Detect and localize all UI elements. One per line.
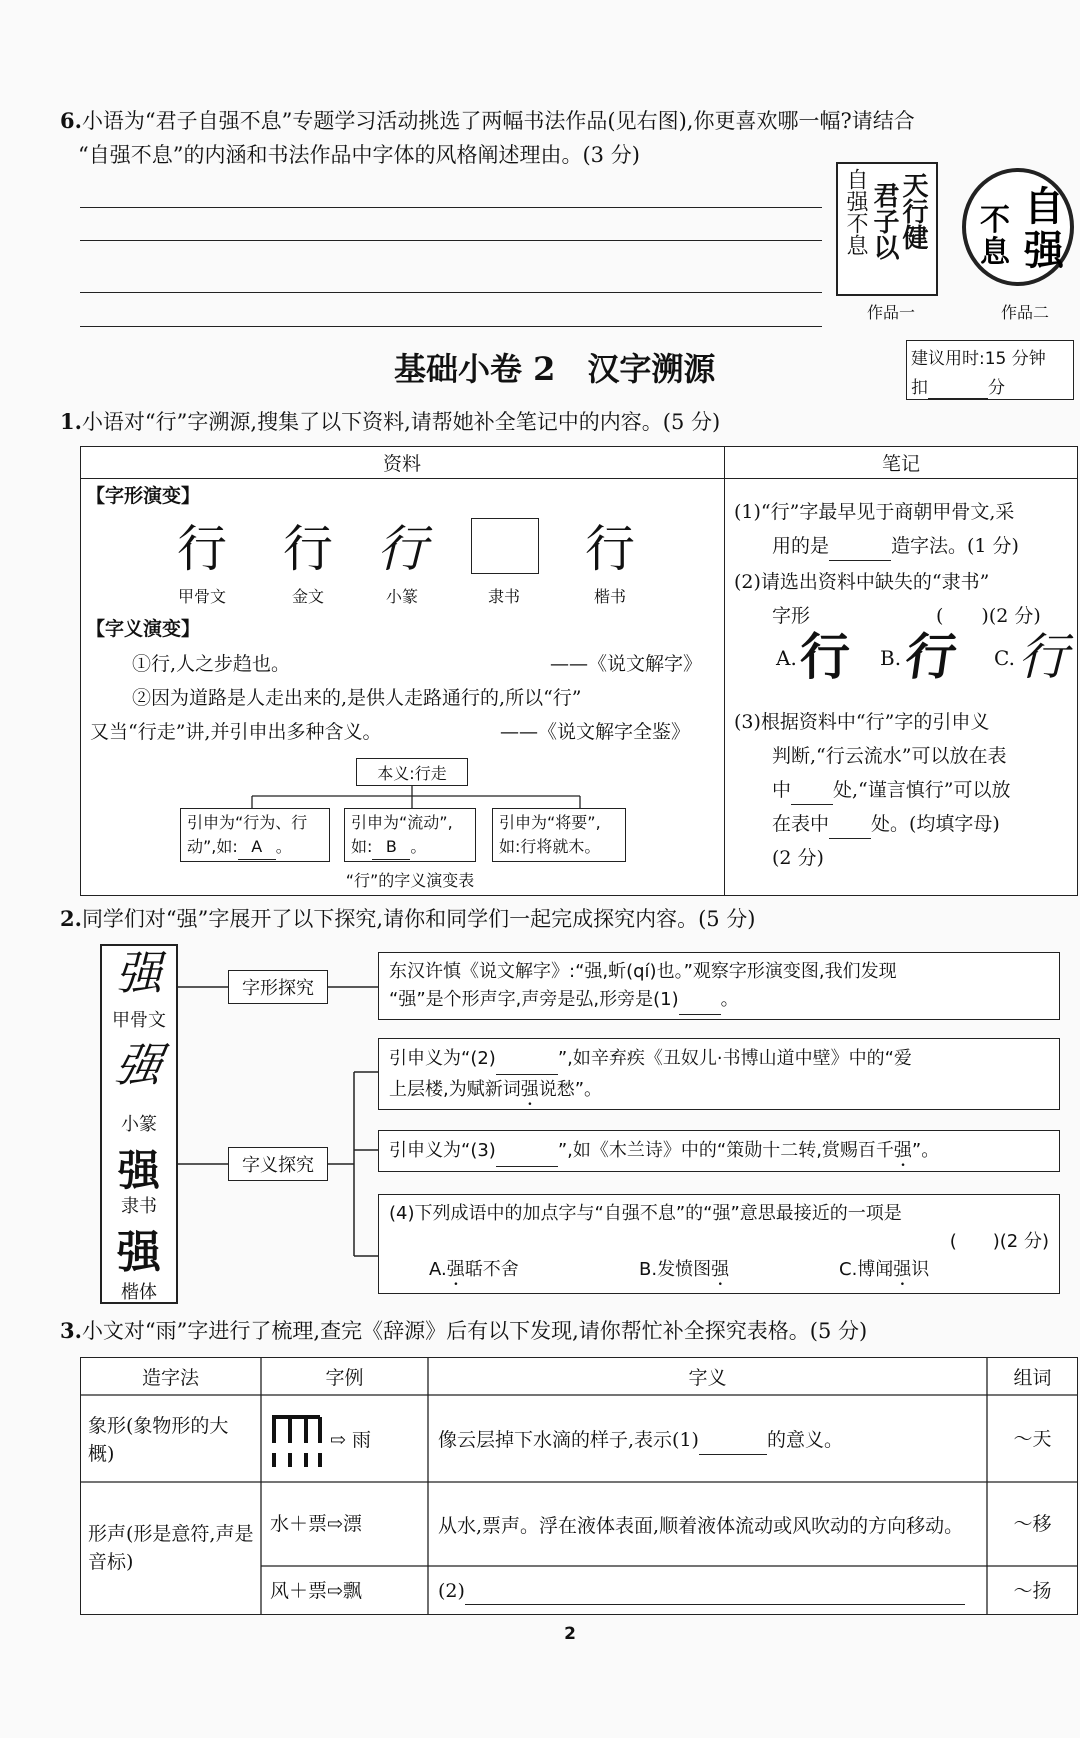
q3-row2-method: 形声(形是意符,声是音标): [88, 1523, 254, 1573]
q6-line1: [60, 106, 1070, 136]
q3-row3-example: 风＋票⇨飘: [270, 1579, 362, 1602]
time-score-box: [906, 340, 1074, 400]
note-2-paren[interactable]: ( )(2 分): [936, 605, 1041, 627]
note-3f: 处。(均填字母): [871, 813, 1000, 835]
q3-row2-example: 水＋票⇨漂: [270, 1513, 362, 1535]
q3-prompt: [60, 1316, 867, 1346]
note-1c: 造字法。(1 分): [891, 535, 1019, 557]
qiang-clerical-glyph: 强: [117, 1146, 160, 1195]
section-title: 基础小卷 2 汉字溯源: [394, 350, 716, 388]
meaning-heading: 【字义演变】: [86, 618, 201, 640]
tree-branch-c: 引申为“将要”,如:行将就木。: [492, 808, 626, 862]
svg-text:不: 不: [980, 203, 1010, 238]
score-line: [911, 373, 1005, 399]
q3-header-word: 组词: [1013, 1366, 1052, 1389]
q1-header-material: 资料: [382, 452, 421, 475]
note-1a: (1)“行”字最早见于商朝甲骨文,采: [734, 501, 1015, 523]
note-3c: 中: [772, 779, 792, 801]
tree-caption: “行”的字义演变表: [345, 871, 475, 890]
form-exploration-label: 字形探究: [228, 970, 328, 1004]
work2-caption: 作品二: [1000, 303, 1049, 322]
q2-blank-2[interactable]: [496, 1044, 558, 1075]
meaning-2b: 又当“行走”讲,并引申出多种含义。: [90, 721, 382, 743]
tree-a-text: 引申为“行为、行动”,如:: [187, 813, 308, 856]
glyph-regular: 行: [585, 520, 635, 578]
q2-option-c[interactable]: C.博闻强识: [839, 1259, 930, 1280]
q2-option-a[interactable]: A.强聒不舍: [429, 1259, 519, 1280]
q2-box2-line2: 上层楼,为赋新词强说愁”。: [389, 1079, 603, 1100]
qiang-oracle-label: 甲骨文: [112, 1010, 166, 1031]
q3-text: 小文对“雨”字进行了梳理,查完《辞源》后有以下发现,请你帮忙补全探究表格。(5 分): [81, 1319, 868, 1343]
option-c-label: C.: [994, 646, 1015, 670]
qiang-oracle-glyph: 强: [116, 946, 162, 1000]
q1-text: 小语对“行”字溯源,搜集了以下资料,请帮她补全笔记中的内容。(5 分): [81, 410, 721, 434]
tree-branch-b: 引申为“流动”,如: B 。: [344, 808, 476, 862]
q6-text1: 小语为“君子自强不息”专题学习活动挑选了两幅书法作品(见右图),你更喜欢哪一幅?请结合: [81, 109, 915, 133]
q3-blank-1[interactable]: [699, 1426, 767, 1455]
tree-connectors: [180, 786, 640, 808]
note-3d: 处,“谨言慎行”可以放: [833, 779, 1011, 801]
answer-line-1[interactable]: [80, 207, 822, 208]
calligraphy-work-2: [962, 168, 1074, 286]
tree-a-blank[interactable]: A: [238, 835, 276, 860]
note-3a: (3)根据资料中“行”字的引申义: [734, 711, 990, 733]
label-clerical: 隶书: [487, 587, 520, 606]
q3-row2-word: ～移: [1013, 1513, 1052, 1535]
q2-box-3: 引申义为“(3) ”,如《木兰诗》中的“策勋十二转,赏赐百千强”。: [378, 1130, 1060, 1172]
q3-number: 3.: [60, 1318, 82, 1343]
q2-option-b[interactable]: B.发愤图强: [639, 1259, 730, 1280]
q3-blank-2[interactable]: [465, 1576, 965, 1605]
meaning-1-source: ——《说文解字》: [550, 653, 703, 675]
work1-col-2: 君子以: [869, 182, 899, 260]
tree-b-text: 引申为“流动”,如:: [351, 813, 453, 856]
q3-row1-method: 象形(象物形的大概): [88, 1415, 229, 1465]
note-3-blank-2[interactable]: [829, 810, 871, 839]
note-3ef-line: [772, 810, 1000, 839]
meaning-1: ①行,人之步趋也。: [132, 653, 291, 675]
qiang-regular-label: 楷体: [121, 1282, 157, 1303]
note-3-blank-1[interactable]: [791, 776, 833, 805]
note-3g: (2 分): [772, 847, 824, 869]
tree-branch-a: 引申为“行为、行动”,如: A 。: [180, 808, 330, 862]
answer-line-2[interactable]: [80, 240, 822, 241]
answer-line-3[interactable]: [80, 292, 822, 293]
option-a-label: A.: [776, 646, 797, 670]
work1-col-1: 天行健: [898, 172, 928, 250]
q1-col-divider: [724, 446, 725, 896]
q3-row1-meaning: 像云层掉下水滴的样子,表示(1) 的意义。: [438, 1400, 978, 1480]
q2-box2-line1: 引申义为“(2) ”,如辛弃疾《丑奴儿·书博山道中壁》中的“爱: [389, 1044, 1049, 1075]
q2-options: [389, 1256, 1049, 1284]
q3-row3-meaning: (2): [438, 1566, 978, 1615]
meaning-2-source: ——《说文解字全鉴》: [500, 721, 691, 743]
q3-row1-word: ～天: [1013, 1427, 1052, 1450]
tree-b-blank[interactable]: B: [372, 835, 410, 860]
q2-box1-line2: “强”是个形声字,声旁是弘,形旁是(1) 。: [389, 986, 1049, 1015]
q3-header-method: 造字法: [141, 1366, 199, 1389]
qiang-regular-glyph: 强: [117, 1227, 161, 1278]
work2-glyphs: [966, 172, 1070, 282]
svg-text:强: 强: [1024, 227, 1064, 274]
q2-dotted-qiang-2: 强: [893, 1140, 912, 1161]
q2-blank-3[interactable]: [496, 1136, 558, 1167]
glyph-clerical-blank: [471, 518, 539, 574]
meaning-exploration-label: 字义探究: [228, 1147, 328, 1181]
q3-row1-example-text: ⇨ 雨: [330, 1429, 371, 1451]
q3-row1-example: [268, 1400, 422, 1480]
option-c-glyph[interactable]: 行: [1018, 628, 1068, 686]
q2-dotted-qiang-1: 强: [520, 1079, 539, 1100]
ancient-rain-glyph-icon: [268, 1409, 326, 1471]
note-3cd-line: [772, 776, 1010, 805]
score-label: 扣: [911, 378, 928, 398]
note-3e: 在表中: [772, 813, 830, 835]
q2-box-4: [378, 1194, 1060, 1294]
svg-text:自: 自: [1024, 183, 1064, 230]
q1-header-notes: 笔记: [881, 452, 920, 475]
answer-line-4[interactable]: [80, 326, 822, 327]
note-1b: 用的是: [772, 535, 830, 557]
meaning-2a: ②因为道路是人走出来的,是供人走路通行的,所以“行”: [132, 687, 582, 709]
tree-root: 本义:行走: [356, 758, 468, 786]
glyph-seal: 行: [377, 520, 427, 578]
qiang-seal-glyph: 强: [111, 1038, 167, 1092]
q2-box1-line1: 东汉许慎《说文解字》:“强,蚚(qí)也。”观察字形演变图,我们发现: [389, 961, 897, 982]
score-blank[interactable]: [928, 378, 988, 399]
note-2b: 字形: [772, 605, 811, 627]
q2-box4-paren[interactable]: ( )(2 分): [949, 1231, 1049, 1252]
option-a-glyph[interactable]: 行: [800, 627, 850, 686]
q1-header-divider: [80, 478, 1078, 479]
q1-prompt: [60, 407, 720, 437]
suggested-time: 建议用时:15 分钟: [911, 349, 1046, 369]
score-unit: 分: [988, 378, 1005, 398]
q2-box-1: [378, 952, 1060, 1020]
q3-header-meaning: 字义: [688, 1366, 727, 1389]
label-regular: 楷书: [593, 587, 626, 606]
q2-box-2: [378, 1038, 1060, 1110]
work1-caption: 作品一: [866, 303, 915, 322]
note-2a: (2)请选出资料中缺失的“隶书”: [734, 571, 990, 593]
form-heading: 【字形演变】: [86, 485, 201, 507]
q3-row2-meaning: 从水,票声。浮在液体表面,顺着液体流动或风吹动的方向移动。: [438, 1515, 964, 1537]
q6-number: 6.: [60, 108, 82, 133]
label-bronze: 金文: [291, 587, 324, 606]
glyph-oracle: 行: [177, 520, 227, 578]
svg-text:息: 息: [980, 235, 1010, 270]
note-1-blank[interactable]: [829, 532, 891, 561]
label-seal: 小篆: [385, 587, 418, 606]
qiang-clerical-label: 隶书: [121, 1196, 157, 1217]
q2-blank-1[interactable]: [679, 986, 721, 1015]
qiang-seal-label: 小篆: [121, 1114, 157, 1135]
q6-text2: “自强不息”的内涵和书法作品中字体的风格阐述理由。(3 分): [78, 143, 640, 167]
page-number: 2: [564, 1624, 576, 1644]
q2-number: 2.: [60, 906, 82, 931]
q2-text: 同学们对“强”字展开了以下探究,请你和同学们一起完成探究内容。(5 分): [81, 907, 756, 931]
q2-prompt: [60, 904, 756, 934]
q1-number: 1.: [60, 409, 82, 434]
q3-header-example: 字例: [325, 1366, 364, 1389]
note-3b: 判断,“行云流水”可以放在表: [772, 745, 1007, 767]
work1-col-3: 自强不息: [843, 168, 868, 256]
option-b-glyph[interactable]: 行: [901, 627, 961, 686]
note-1b-line: [772, 532, 1019, 561]
q2-box4-line1: (4)下列成语中的加点字与“自强不息”的“强”意思最接近的一项是: [389, 1203, 902, 1224]
q3-row3-word: ～扬: [1013, 1579, 1052, 1602]
glyph-bronze: 行: [283, 520, 333, 578]
option-b-label: B.: [880, 646, 902, 670]
label-oracle: 甲骨文: [177, 587, 226, 606]
calligraphy-work-1: [836, 162, 938, 296]
